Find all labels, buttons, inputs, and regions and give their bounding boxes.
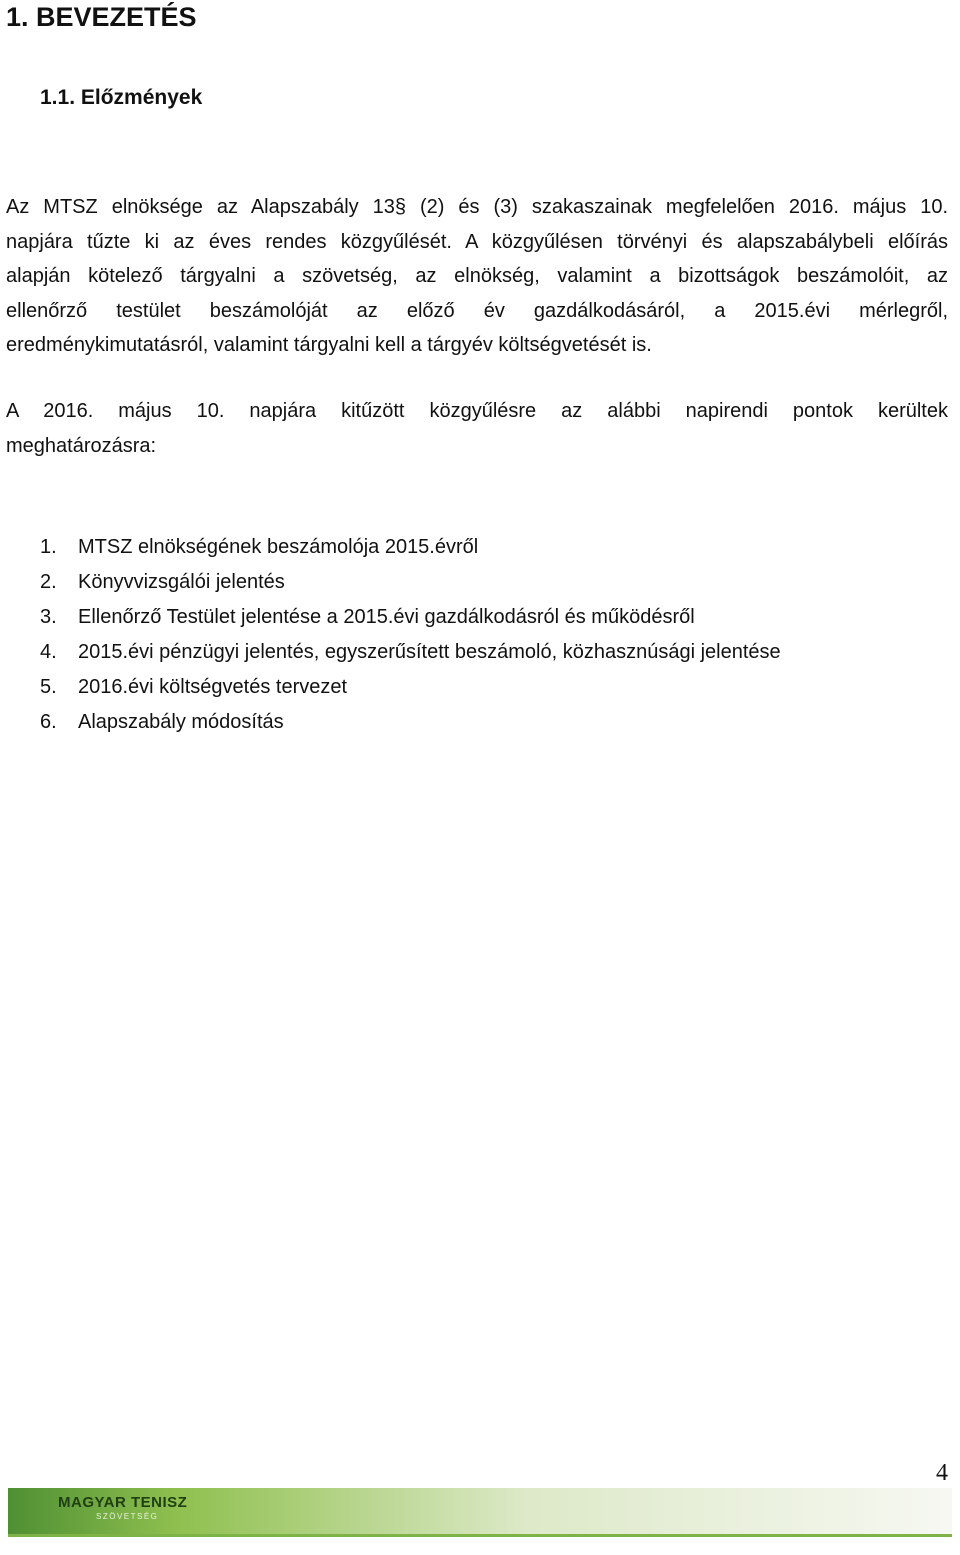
- intro-paragraph: [6, 190, 948, 363]
- logo-title: MAGYAR TENISZ: [58, 1494, 188, 1511]
- agenda-item: [40, 670, 781, 705]
- tennis-federation-logo: [58, 1494, 198, 1528]
- section-heading: 1. BEVEZETÉS: [6, 2, 197, 32]
- agenda-item: [40, 705, 781, 740]
- agenda-item-number: 5.: [40, 676, 57, 698]
- agenda-item-number: 2.: [40, 571, 57, 593]
- agenda-item-text: Ellenőrző Testület jelentése a 2015.évi gazdálkodásról és működésről: [78, 606, 695, 628]
- paragraph-line: meghatározásra:: [6, 434, 157, 457]
- agenda-item: [40, 635, 781, 670]
- agenda-item-number: 1.: [40, 536, 57, 558]
- paragraph-line: Az MTSZ elnöksége az Alapszabály 13§ (2) és (3) szakaszainak megfelelően 2016. május 10.: [6, 196, 948, 218]
- agenda-item: [40, 600, 781, 635]
- agenda-item: [40, 530, 781, 565]
- agenda-item-text: 2016.évi költségvetés tervezet: [78, 676, 348, 698]
- paragraph-line: A 2016. május 10. napjára kitűzött közgyűlésre az alábbi napirendi pontok kerültek: [6, 400, 948, 422]
- paragraph-line: ellenőrző testület beszámolóját az előző év gazdálkodásáról, a 2015.évi mérlegről,: [6, 299, 948, 322]
- logo-subtitle: SZÖVETSÉG: [96, 1512, 159, 1521]
- agenda-item-text: 2015.évi pénzügyi jelentés, egyszerűsített beszámoló, közhasznúsági jelentése: [78, 641, 781, 663]
- footer-banner: [8, 1488, 952, 1537]
- agenda-item-number: 4.: [40, 641, 57, 663]
- subsection-heading: 1.1. Előzmények: [40, 86, 203, 109]
- agenda-item: [40, 565, 781, 600]
- agenda-item-number: 6.: [40, 711, 57, 733]
- paragraph-line: alapján kötelező tárgyalni a szövetség, az elnökség, valamint a bizottságok beszámolóit, az: [6, 265, 948, 287]
- page-number: 4: [936, 1460, 948, 1486]
- agenda-item-text: Alapszabály módosítás: [78, 711, 284, 733]
- agenda-item-text: MTSZ elnökségének beszámolója 2015.évről: [78, 536, 479, 558]
- paragraph-line: eredménykimutatásról, valamint tárgyalni kell a tárgyév költségvetését is.: [6, 334, 652, 356]
- agenda-item-text: Könyvvizsgálói jelentés: [78, 571, 285, 593]
- paragraph-line: napjára tűzte ki az éves rendes közgyűlését. A közgyűlésen törvényi és alapszabálybeli előírás: [6, 230, 948, 253]
- agenda-item-number: 3.: [40, 606, 57, 628]
- agenda-intro-paragraph: [6, 394, 948, 463]
- agenda-list: [40, 530, 781, 740]
